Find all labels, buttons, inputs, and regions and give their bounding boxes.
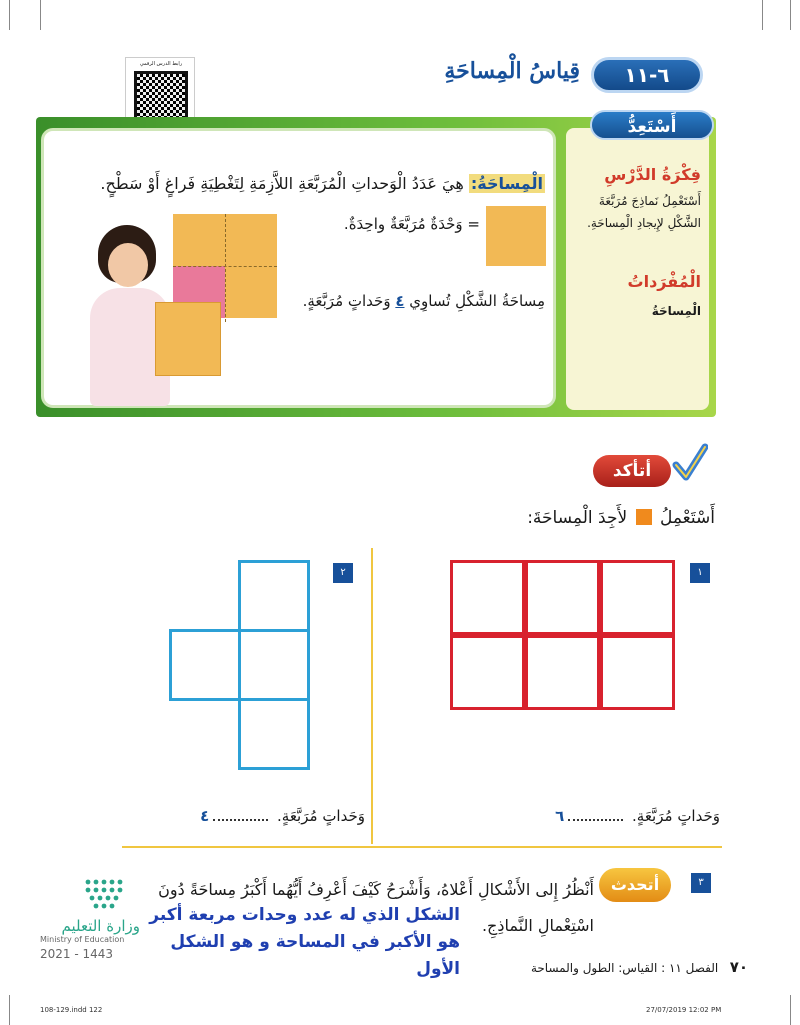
instruction-line: [430, 508, 715, 528]
chapter-label: الفصل ١١ : القياس: الطول والمساحة: [530, 961, 719, 975]
qr-label: رابط الدرس الرقمي: [139, 61, 183, 67]
vocab-heading: الْمُفْرَداتُ: [627, 272, 701, 291]
exercise-answer-line: [430, 807, 720, 825]
answer-value: ٤: [200, 807, 210, 825]
lesson-number: ٦-١١: [591, 57, 703, 93]
instruction-suffix: لأَجِدَ الْمِساحَةَ:: [527, 508, 628, 528]
blue-grid-cell: [238, 629, 310, 701]
blue-grid-cell: [169, 629, 241, 701]
page-footer: [478, 958, 748, 976]
red-grid-cell: [450, 560, 525, 635]
grid-square: [173, 214, 225, 266]
grid-square: [225, 214, 277, 266]
exercise-number: ١: [690, 563, 710, 583]
answer-dots: [568, 819, 623, 821]
vocab-item: الْمِساحَةُ: [651, 304, 701, 318]
answer-unit: وَحَداتٍ مُرَبَّعَةٍ.: [277, 807, 365, 825]
answer-line-1: الشكل الذي له عدد وحدات مربعة أكبر: [149, 905, 460, 925]
area-prefix: مِساحَةُ الشَّكْلِ تُساوِي: [409, 292, 545, 310]
answer-value: ٦: [555, 807, 565, 825]
ministry-logo-icon: [82, 876, 126, 916]
checkmark-icon: [672, 443, 708, 483]
answer-unit: وَحَداتٍ مُرَبَّعَةٍ.: [632, 807, 720, 825]
page-title: قِياسُ الْمِساحَةِ: [444, 58, 580, 84]
ready-tab: أَسْتَعِدُّ: [590, 110, 714, 140]
crop-mark: [9, 995, 10, 1025]
blue-grid-cell: [238, 698, 310, 770]
definition-term: الْمِساحَةُ:: [470, 174, 543, 193]
crop-mark: [790, 0, 791, 30]
crop-mark: [762, 0, 763, 30]
crop-mark: [790, 995, 791, 1025]
talk-badge: أتحدث: [599, 868, 671, 902]
red-grid-cell: [600, 560, 675, 635]
check-badge: أتأكد: [593, 455, 671, 487]
ministry-year: 2021 - 1443: [40, 947, 114, 961]
unit-square: [486, 206, 546, 266]
grid-divider: [173, 266, 277, 267]
ministry-name-ar: وزارة التعليم: [61, 917, 140, 935]
handwritten-answer: [130, 902, 460, 983]
red-grid-cell: [525, 560, 600, 635]
definition-text: [60, 170, 545, 198]
answer-dots: [213, 819, 268, 821]
blue-grid-cell: [238, 560, 310, 632]
column-divider: [371, 548, 373, 844]
orange-square-icon: [636, 509, 652, 525]
date-slug: 27/07/2019 12:02 PM: [646, 1006, 722, 1014]
girl-square-card: [155, 302, 221, 376]
page-number: ٧٠: [729, 958, 748, 976]
red-grid-cell: [450, 635, 525, 710]
area-suffix: وَحَداتٍ مُرَبَّعَةٍ.: [302, 292, 391, 310]
instruction-prefix: أَسْتَعْمِلُ: [659, 508, 715, 528]
ministry-name-en: Ministry of Education: [40, 935, 125, 944]
answer-line-2: هو الأكبر في المساحة و هو الشكل الأول: [170, 932, 460, 979]
exercise-number: ٢: [333, 563, 353, 583]
definition-body: هِيَ عَدَدُ الْوَحداتِ الْمُرَبَّعَةِ اللاَّزِمَةِ لِتَغْطِيَةِ فَراغٍ أَوْ سَطْحٍ.: [100, 174, 464, 193]
area-value: ٤: [395, 292, 405, 310]
lesson-idea-text: أَسْتَعْمِلُ نَماذِجَ مُرَبَّعَةَ الشَّكْلِ لإِيجادِ الْمِساحَةِ.: [587, 194, 701, 230]
red-grid-cell: [525, 635, 600, 710]
lesson-idea-heading: فِكْرَةُ الدَّرْسِ: [604, 165, 701, 184]
crop-mark: [9, 0, 10, 30]
file-slug: 108-129.indd 122: [40, 1006, 103, 1014]
exercise-answer-line: [110, 807, 365, 825]
question-text: أَنْظُرُ إِلى الأَشْكالِ أَعْلاهُ، وَأَشْرَحُ كَيْفَ أَعْرِفُ أَيُّهُما أَكْبَرُ مِساحَةً دُونَ اسْتِعْمالِ النَّماذِجِ.: [158, 880, 594, 935]
unit-text: = وَحْدَةٌ مُرَبَّعَةٌ واحِدَةٌ.: [343, 215, 480, 233]
row-divider: [122, 846, 722, 848]
red-grid-cell: [600, 635, 675, 710]
crop-mark: [40, 0, 41, 30]
exercise-number: ٣: [691, 873, 711, 893]
girl-face: [108, 243, 148, 287]
